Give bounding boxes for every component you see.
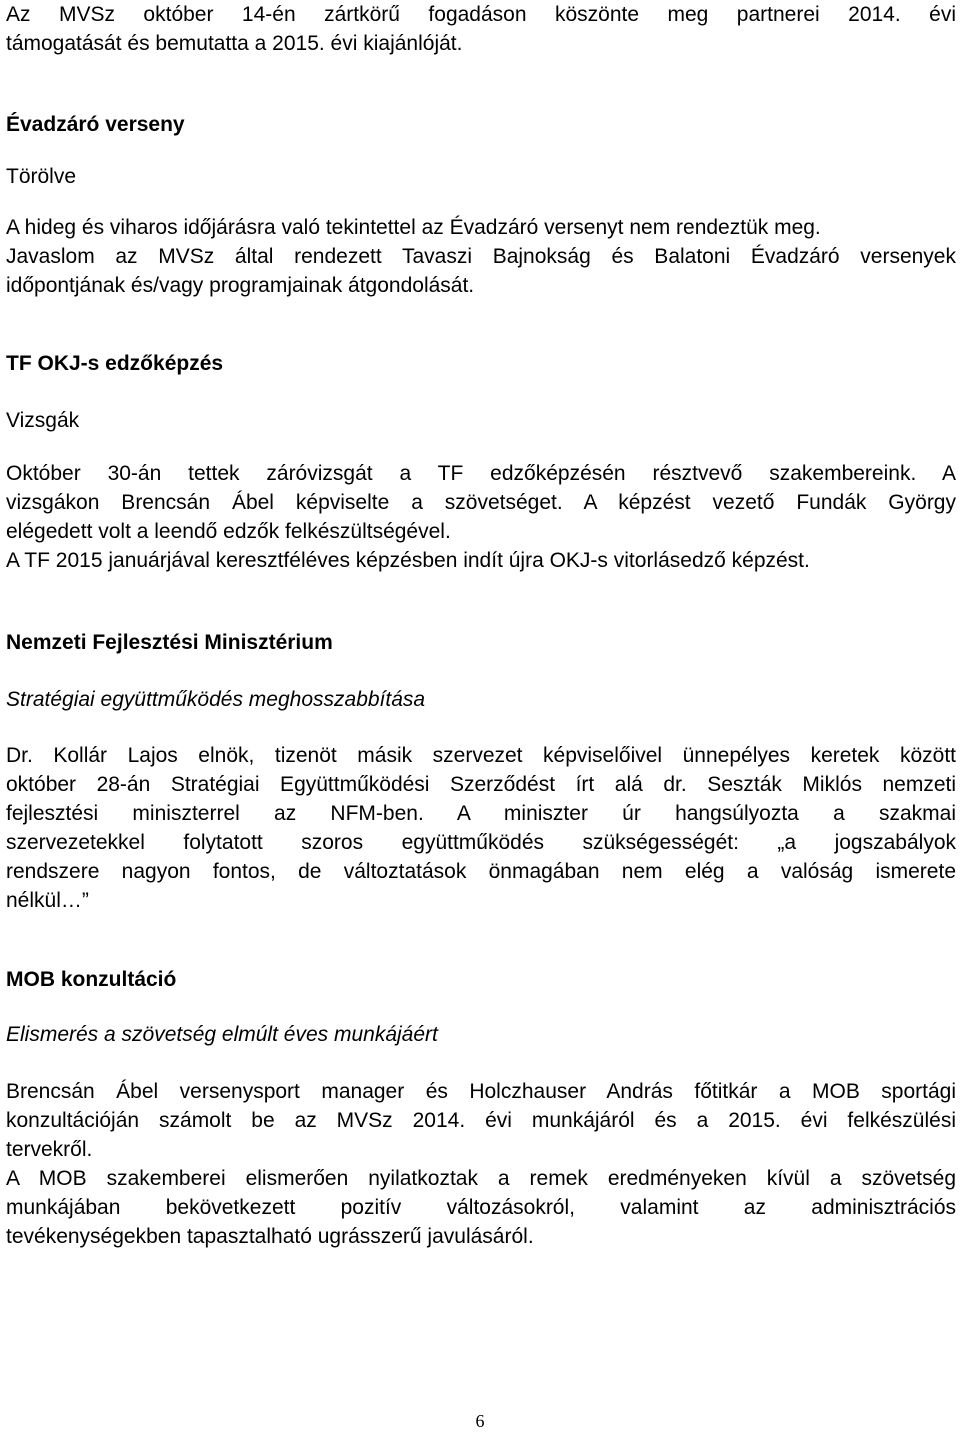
section-subheading-vizsgak: Vizsgák [6, 409, 80, 432]
text-line: A hideg és viharos időjárásra való tekintettel az Évadzáró versenyt nem rendeztük meg. [6, 216, 821, 239]
text-line: Brencsán Ábel versenysport manager és Holczhauser András főtitkár a MOB sportági [6, 1080, 956, 1103]
text-line: Javaslom az MVSz által rendezett Tavaszi Bajnokság és Balatoni Évadzáró versenyek [6, 245, 956, 268]
text-line: vizsgákon Brencsán Ábel képviselte a szövetséget. A képzést vezető Fundák György [6, 491, 956, 514]
intro-line: Az MVSz október 14-én zártkörű fogadáson köszönte meg partnerei 2014. évi [6, 3, 956, 26]
section-heading-mob: MOB konzultáció [6, 968, 177, 991]
page-number: 6 [475, 1411, 485, 1431]
text-line: időpontjának és/vagy programjainak átgondolását. [6, 274, 475, 297]
text-line: fejlesztési miniszterrel az NFM-ben. A miniszter úr hangsúlyozta a szakmai [6, 802, 956, 825]
text-line: tervekről. [6, 1138, 93, 1161]
text-line: Október 30-án tettek záróvizsgát a TF edzőképzésén résztvevő szakembereink. A [6, 462, 956, 485]
text-line: október 28-án Stratégiai Együttműködési Szerződést írt alá dr. Seszták Miklós nemzeti [6, 773, 956, 796]
text-line: szervezetekkel folytatott szoros együttműködés szükségességét: „a jogszabályok [6, 831, 956, 854]
section-body-nfm [6, 741, 956, 915]
text-line: munkájában bekövetkezett pozitív változásokról, valamint az adminisztrációs [6, 1196, 956, 1219]
text-line: konzultációján számolt be az MVSz 2014. évi munkájáról és a 2015. évi felkészülési [6, 1109, 956, 1132]
text-line: nélkül…” [6, 889, 89, 912]
section-heading-tf-okj: TF OKJ-s edzőképzés [6, 352, 224, 375]
section-subheading-elismeres: Elismerés a szövetség elmúlt éves munkájáért [6, 1023, 438, 1046]
text-line: A TF 2015 januárjával keresztféléves képzésben indít újra OKJ-s vitorlásedző képzést. [6, 549, 810, 572]
section-heading-nfm: Nemzeti Fejlesztési Minisztérium [6, 631, 333, 654]
intro-paragraph [6, 0, 956, 58]
section-body-tf-okj [6, 459, 956, 575]
section-body-mob [6, 1077, 956, 1251]
intro-line: támogatását és bemutatta a 2015. évi kiajánlóját. [6, 32, 463, 55]
section-heading-evadzaro: Évadzáró verseny [6, 113, 185, 136]
text-line: tevékenységekben tapasztalható ugrásszerű javulásáról. [6, 1225, 534, 1248]
text-line: elégedett volt a leendő edzők felkészültségével. [6, 520, 451, 543]
section-body-evadzaro [6, 213, 956, 300]
section-subheading-torolve: Törölve [6, 165, 77, 188]
text-line: A MOB szakemberei elismerően nyilatkoztak a remek eredményeken kívül a szövetség [6, 1167, 956, 1190]
text-line: rendszere nagyon fontos, de változtatások önmagában nem elég a valóság ismerete [6, 860, 956, 883]
text-line: Dr. Kollár Lajos elnök, tizenöt másik szervezet képviselőivel ünnepélyes keretek között [6, 744, 956, 767]
section-subheading-strategiai: Stratégiai együttműködés meghosszabbítása [6, 688, 426, 711]
